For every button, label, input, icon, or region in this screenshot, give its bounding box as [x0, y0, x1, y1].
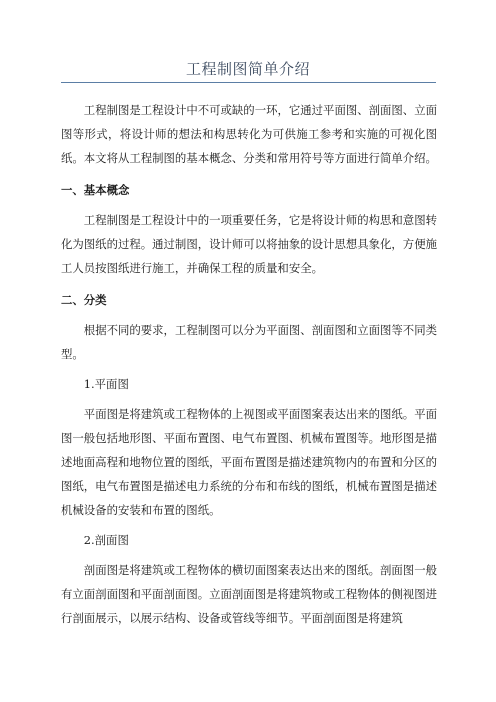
- subsection-label-plan: 1.平面图: [83, 377, 129, 391]
- document-body: [61, 92, 437, 630]
- section-drawing-paragraph: 剖面图是将建筑或工程物体的横切面图案表达出来的图纸。剖面图一般有立面剖面图和平面剖面图。立面剖面图是将建筑物或工程物体的侧视图进行剖面展示，以展示结构、设备或管线等细节。平面剖面图是将建筑: [61, 563, 437, 625]
- document-title: 工程制图简单介绍: [185, 60, 310, 78]
- basic-concepts-paragraph: 工程制图是工程设计中的一项重要任务，它是将设计师的构思和意图转化为图纸的过程。通过制图，设计师可以将抽象的设计思想具象化，方便施工人员按图纸进行施工，并确保工程的质量和安全。: [61, 213, 437, 275]
- title-underline: [61, 82, 436, 83]
- subsection-label-section: 2.剖面图: [83, 533, 129, 547]
- intro-paragraph: 工程制图是工程设计中不可或缺的一环，它通过平面图、剖面图、立面图等形式，将设计师的想法和构思转化为可供施工参考和实施的可视化图纸。本文将从工程制图的基本概念、分类和常用符号等方面进行简单介绍。: [61, 103, 437, 165]
- section-heading-basic-concepts: 一、基本概念: [61, 183, 130, 197]
- section-heading-classification: 二、分类: [61, 293, 107, 307]
- classification-paragraph: 根据不同的要求，工程制图可以分为平面图、剖面图和立面图等不同类型。: [61, 323, 437, 361]
- plan-paragraph: 平面图是将建筑或工程物体的上视图或平面图案表达出来的图纸。平面图一般包括地形图、平面布置图、电气布置图、机械布置图等。地形图是描述地面高程和地物位置的图纸，平面布置图是描述建筑物内的布置和分区的图纸，电气布置图是描述电力系统的分布和布线的图纸，机械布置图是描述机械设备的安装和布置的图纸。: [61, 407, 437, 517]
